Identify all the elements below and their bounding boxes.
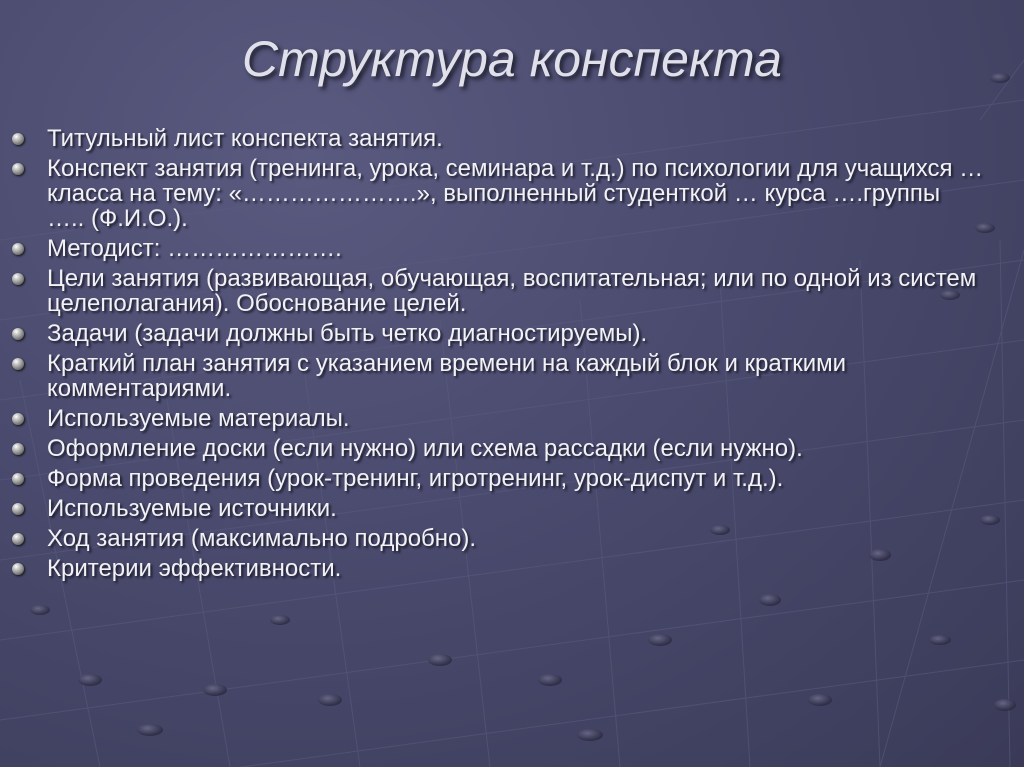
sphere-bullet-icon: [12, 443, 24, 455]
list-item: [0, 321, 1024, 346]
sphere-bullet-icon: [12, 533, 24, 545]
list-item-text: Используемые материалы.: [47, 405, 350, 432]
list-item-text: Конспект занятия (тренинга, урока, семинара и т.д.) по психологии для учащихся …класса на тему: «………………….», выполненный студенткой … курса ….группы ….. (Ф.И.О.).: [47, 155, 984, 232]
list-item: [0, 556, 1024, 581]
list-item-text: Краткий план занятия с указанием времени на каждый блок и краткими комментариями.: [47, 350, 847, 402]
list-item-text: Методист: ………………….: [47, 235, 342, 262]
list-item-text: Цели занятия (развивающая, обучающая, воспитательная; или по одной из систем целеполагания). Обоснование целей.: [47, 265, 977, 317]
list-item-text: Ход занятия (максимально подробно).: [47, 525, 477, 552]
sphere-bullet-icon: [12, 273, 24, 285]
sphere-bullet-icon: [12, 163, 24, 175]
sphere-bullet-icon: [12, 328, 24, 340]
sphere-bullet-icon: [12, 503, 24, 515]
list-item: [0, 236, 1024, 261]
list-item-text: Задачи (задачи должны быть четко диагностируемы).: [47, 320, 648, 347]
sphere-bullet-icon: [12, 358, 24, 370]
bullet-list: [0, 126, 1024, 586]
sphere-bullet-icon: [12, 413, 24, 425]
sphere-bullet-icon: [12, 563, 24, 575]
list-item: [0, 406, 1024, 431]
list-item-text: Оформление доски (если нужно) или схема рассадки (если нужно).: [47, 435, 803, 462]
list-item: [0, 436, 1024, 461]
sphere-bullet-icon: [12, 133, 24, 145]
list-item: [0, 496, 1024, 521]
list-item-text: Критерии эффективности.: [47, 555, 342, 582]
list-item-text: Титульный лист конспекта занятия.: [47, 125, 443, 152]
list-item: [0, 156, 1024, 231]
list-item: [0, 126, 1024, 151]
sphere-bullet-icon: [12, 243, 24, 255]
list-item-text: Форма проведения (урок-тренинг, игротренинг, урок-диспут и т.д.).: [47, 465, 784, 492]
list-item: [0, 466, 1024, 491]
list-item-text: Используемые источники.: [47, 495, 337, 522]
slide-title: Структура конспекта: [242, 31, 782, 87]
list-item: [0, 351, 1024, 401]
list-item: [0, 526, 1024, 551]
sphere-bullet-icon: [12, 473, 24, 485]
list-item: [0, 266, 1024, 316]
